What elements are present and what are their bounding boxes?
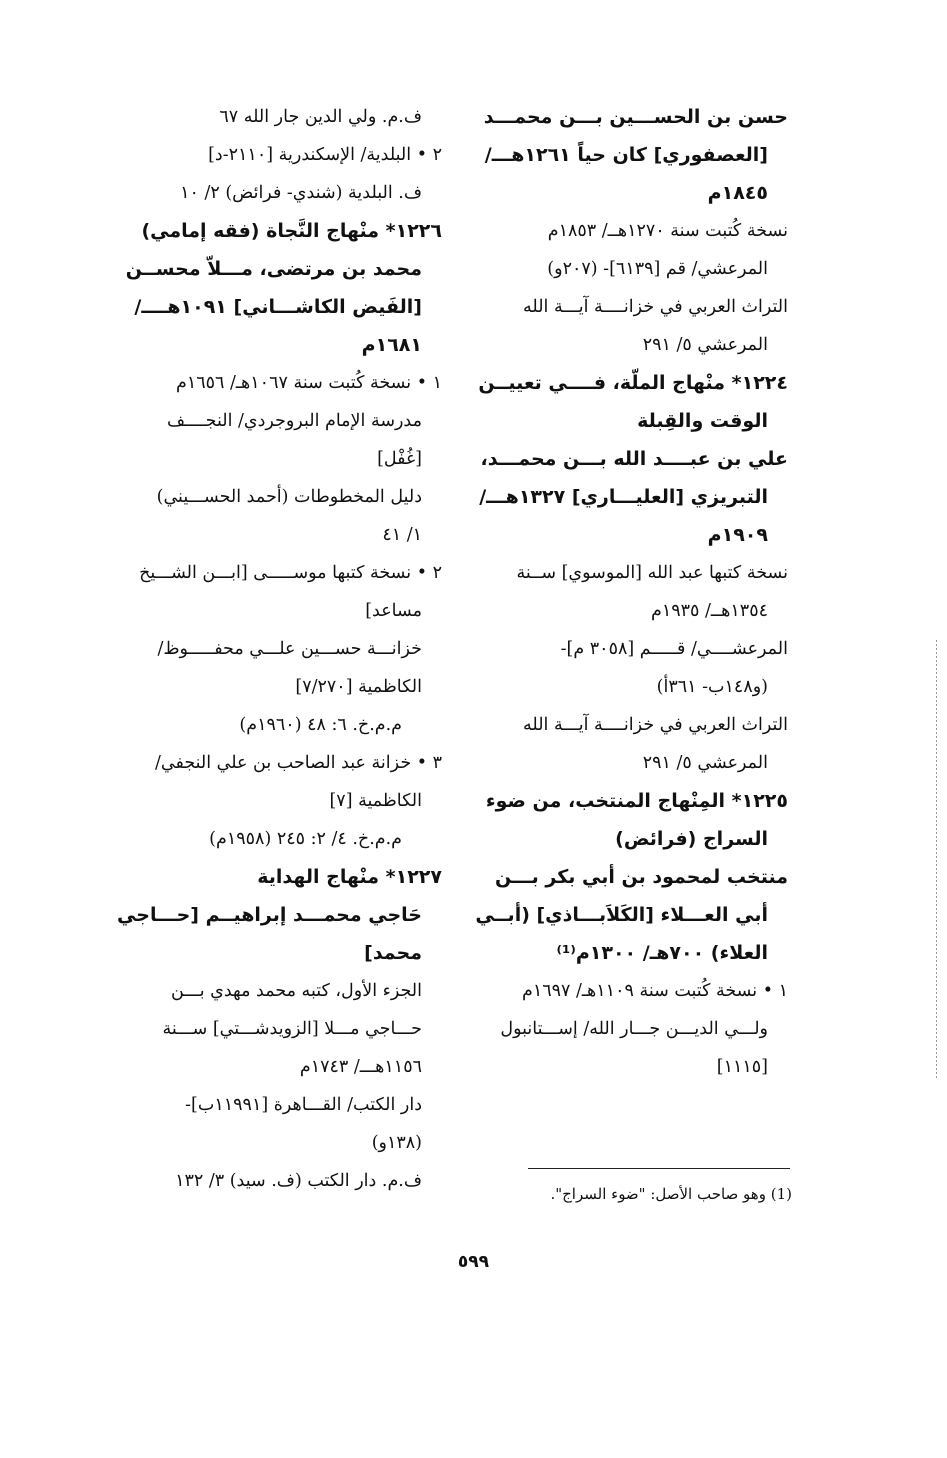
right-column-line: المرعشي ٥/ ٢٩١ <box>642 335 768 355</box>
left-column-line: دار الكتب/ القـــاهرة [١١٩٩١ب]- <box>185 1095 422 1115</box>
left-column-line: ١٦٨١م <box>361 334 422 356</box>
right-column-line: ١٣٥٤هــ/ ١٩٣٥م <box>650 601 768 621</box>
left-column-line: الجزء الأول، كتبه محمد مهدي بـــن <box>171 981 422 1001</box>
left-column-line: [غُفْل] <box>377 449 422 469</box>
footnote-separator <box>528 1168 790 1169</box>
right-column-line: منتخب لمحمود بن أبي بكر بـــن <box>495 866 788 888</box>
right-column-line: [العصفوري] كان حياً ١٢٦١هـــ/ <box>484 144 768 166</box>
right-column-line: ١٢٢٥* المِنْهاج المنتخب، من ضوء <box>485 790 788 812</box>
left-column-line: ف.م. ولي الدين جار الله ٦٧ <box>219 107 422 127</box>
right-column-line: المرعشــــي/ قـــــم [٣٠٥٨ م]- <box>560 639 788 659</box>
right-column-line: ولـــي الديـــن جـــار الله/ إســـتانبول <box>500 1019 768 1039</box>
left-column-line: ١١٥٦هـــ/ ١٧٤٣م <box>299 1057 422 1077</box>
right-column-line: نسخة كُتبت سنة ١٢٧٠هــ/ ١٨٥٣م <box>547 221 788 241</box>
left-column-line: [الفَيض الكاشـــاني] ١٠٩١هــــ/ <box>134 296 422 318</box>
right-column-line: التبريزي [العليـــاري] ١٣٢٧هـــ/ <box>479 486 768 508</box>
left-column-line: ١٢٢٦* منْهاج النَّجاة (فقه إمامي) <box>141 220 442 242</box>
right-column-line: ١٢٢٤* منْهاج الملّة، فــــي تعييــن <box>478 372 788 394</box>
left-column-line: مساعد] <box>365 601 422 621</box>
right-column-line: المرعشي ٥/ ٢٩١ <box>642 753 768 773</box>
right-column-line: التراث العربي في خزانــــة آيـــة الله <box>523 297 788 317</box>
right-column-line: علي بن عبــــد الله بـــن محمـــد، <box>480 448 788 470</box>
left-column-line: حَاجي محمـــد إبراهيــم [حـــاجي <box>117 904 422 926</box>
scan-edge-mark <box>936 640 939 1080</box>
left-column-line: حـــاجي مـــلا [الزويدشـــتي] ســـنة <box>162 1019 422 1039</box>
right-column <box>475 98 788 1086</box>
left-column-line: ٢ • نسخة كتبها موســـــى [ابـــن الشـــيخ <box>139 563 442 583</box>
right-column-line: أبي العـــلاء [الكَلاَبـــاذي] (أبــي <box>475 904 768 926</box>
left-column-line: (١٣٨و) <box>371 1133 422 1153</box>
left-column-line: خزانـــة حســـين علـــي محفـــــوظ/ <box>157 639 422 659</box>
right-column-line: (و١٤٨ب- ٣٦١أ) <box>656 677 768 697</box>
right-column-line: حسن بن الحســـين بـــن محمـــد <box>483 106 788 128</box>
left-column-line: محمد] <box>364 942 422 964</box>
left-column-line: محمد بن مرتضى، مـــلاّ محســن <box>125 258 422 280</box>
right-column-line: المرعشي/ قم [٦١٣٩]- (٢٠٧و) <box>547 259 768 279</box>
right-column-line: السراج (فرائض) <box>615 828 768 850</box>
left-column-line: ١ • نسخة كُتبت سنة ١٠٦٧هـ/ ١٦٥٦م <box>176 373 442 393</box>
left-column-line: م.م.خ. ٦: ٤٨ (١٩٦٠م) <box>239 715 402 735</box>
left-column-line: الكاظمية [٧] <box>329 791 422 811</box>
right-column-line: الوقت والقِبلة <box>637 410 768 432</box>
right-column-line: نسخة كتبها عبد الله [الموسوي] ســنة <box>516 563 788 583</box>
left-column-line: دليل المخطوطات (أحمد الحســـيني) <box>156 487 422 507</box>
right-column-line: التراث العربي في خزانــــة آيـــة الله <box>523 715 788 735</box>
left-column-line: ١/ ٤١ <box>382 525 422 545</box>
footnote: (1) وهو صاحب الأصل: "ضوء السراج". <box>550 1185 792 1203</box>
left-column-line: الكاظمية [٧/٢٧٠] <box>295 677 422 697</box>
left-column-line: م.م.خ. ٤/ ٢: ٢٤٥ (١٩٥٨م) <box>209 829 402 849</box>
left-column-line: ٢ • البلدية/ الإسكندرية [٢١١٠-د] <box>208 145 442 165</box>
page-number: ٥٩٩ <box>457 1252 490 1272</box>
left-column-line: ف. البلدية (شندي- فرائض) ٢/ ١٠ <box>180 183 422 203</box>
left-column-line: مدرسة الإمام البروجردي/ النجــــف <box>167 411 422 431</box>
right-column-line: ١٩٠٩م <box>707 524 768 546</box>
left-column-line: ٣ • خزانة عبد الصاحب بن علي النجفي/ <box>155 753 442 773</box>
right-column-line: ١٨٤٥م <box>707 182 768 204</box>
right-column-line: [١١١٥] <box>716 1057 768 1077</box>
right-column-line: ١ • نسخة كُتبت سنة ١١٠٩هـ/ ١٦٩٧م <box>522 981 788 1001</box>
left-column-line: ف.م. دار الكتب (ف. سيد) ٣/ ١٣٢ <box>175 1171 422 1191</box>
left-column <box>100 98 442 1200</box>
left-column-line: ١٢٢٧* منْهاج الهداية <box>257 866 442 888</box>
right-column-line: العلاء) ٧٠٠هـ/ ١٣٠٠م⁽¹⁾ <box>556 942 768 964</box>
